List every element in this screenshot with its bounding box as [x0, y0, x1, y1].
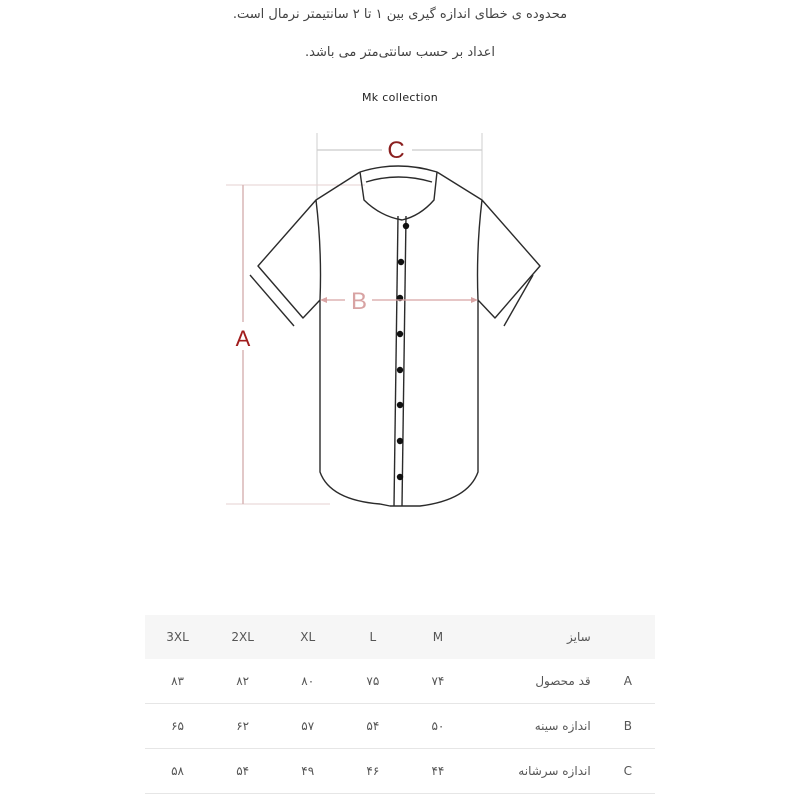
measure-letter: A	[601, 659, 655, 704]
measure-c-label: C	[387, 137, 405, 164]
table-cell: ۴۶	[340, 749, 405, 794]
size-col-xl: XL	[275, 615, 340, 659]
shirt-buttons	[397, 223, 409, 480]
table-cell: ۶۲	[210, 704, 275, 749]
brand-label: Mk collection	[361, 91, 439, 104]
letter-col-header	[601, 615, 655, 659]
measure-name: اندازه سینه	[470, 704, 600, 749]
size-table	[145, 615, 655, 794]
table-cell: ۸۲	[210, 659, 275, 704]
table-cell: ۷۵	[340, 659, 405, 704]
measure-name: اندازه سرشانه	[470, 749, 600, 794]
size-col-l: L	[340, 615, 405, 659]
error-margin-note: محدوده ی خطای اندازه گیری بین ۱ تا ۲ سانتیمتر نرمال است.	[232, 7, 568, 22]
units-note: اعداد بر حسب سانتی‌متر می باشد.	[305, 45, 495, 60]
table-row	[145, 749, 655, 794]
measure-b-label: B	[350, 288, 368, 315]
table-header-row	[145, 615, 655, 659]
table-cell: ۶۵	[145, 704, 210, 749]
table-cell: ۴۹	[275, 749, 340, 794]
table-cell: ۷۴	[405, 659, 470, 704]
table-row	[145, 704, 655, 749]
table-cell: ۵۴	[210, 749, 275, 794]
size-col-3xl: 3XL	[145, 615, 210, 659]
table-cell: ۸۰	[275, 659, 340, 704]
table-cell: ۵۸	[145, 749, 210, 794]
shirt-outline	[250, 166, 540, 506]
measure-letter: B	[601, 704, 655, 749]
measure-letter: C	[601, 749, 655, 794]
table-row	[145, 659, 655, 704]
table-cell: ۵۰	[405, 704, 470, 749]
table-cell: ۸۳	[145, 659, 210, 704]
measure-a	[226, 185, 368, 504]
size-header-label: سایز	[470, 615, 600, 659]
measure-a-label: A	[235, 326, 251, 351]
measure-b	[320, 288, 478, 315]
table-cell: ۵۴	[340, 704, 405, 749]
table-cell: ۴۴	[405, 749, 470, 794]
size-col-m: M	[405, 615, 470, 659]
measure-name: قد محصول	[470, 659, 600, 704]
size-col-2xl: 2XL	[210, 615, 275, 659]
table-cell: ۵۷	[275, 704, 340, 749]
